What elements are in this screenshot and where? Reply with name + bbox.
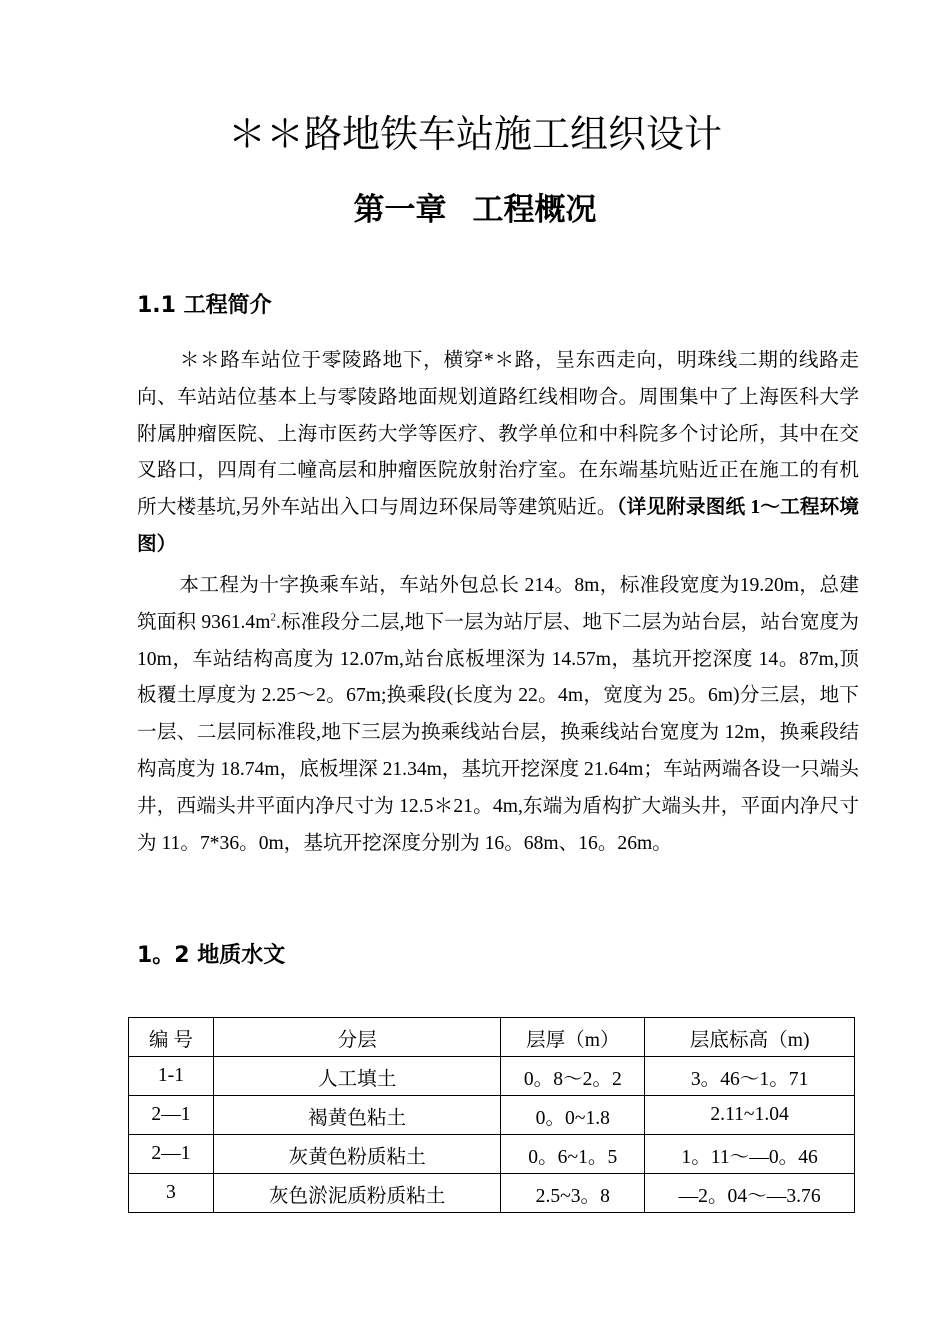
- table-cell: 褐黄色粘土: [213, 1096, 501, 1135]
- table-cell: 0。8～2。2: [501, 1057, 645, 1096]
- chapter-heading: [0, 188, 950, 232]
- table-cell: 0。0~1.8: [501, 1096, 645, 1135]
- chapter-name: 工程概况: [472, 192, 597, 228]
- table-row: [129, 1057, 855, 1096]
- chapter-label: 第一章: [353, 192, 447, 228]
- table-cell: —2。04～—3.76: [645, 1174, 855, 1213]
- section-heading-1-1: 1.1 工程简介: [137, 293, 272, 318]
- table-cell: 2—1: [129, 1135, 214, 1174]
- section-heading-1-2: 1。2 地质水文: [137, 943, 286, 968]
- table-row: [129, 1096, 855, 1135]
- table-cell: 1。11～—0。46: [645, 1135, 855, 1174]
- table-cell: 2—1: [129, 1096, 214, 1135]
- table-header-cell: 层厚（m）: [501, 1018, 645, 1057]
- geology-table: [128, 1017, 855, 1213]
- paragraph-project-intro: [137, 343, 859, 564]
- table-cell: 2.5~3。8: [501, 1174, 645, 1213]
- area-unit-superscript: 2: [270, 611, 276, 624]
- paragraph-project-scale-text-b: .标准段分二层,地下一层为站厅层、地下二层为站台层，站台宽度为 10m，车站结构高度为 12.07m,站台底板埋深为 14.57m，基坑开挖深度 14。87m,顶板覆土厚度为 2.25～2。67m;换乘段(长度为 22。4m，宽度为 25。6m)分三层，地下一层、二层同标准段,地下三层为换乘线站台层，换乘线站台宽度为 12m，换乘段结构高度为 18.74m，底板埋深 21.34m，基坑开挖深度 21.64m；车站两端各设一只端头井，西端头井平面内净尺寸为 12.5＊21。4m,东端为盾构扩大端头井，平面内净尺寸为 11。7*36。0m，基坑开挖深度分别为 16。68m、16。26m。: [137, 611, 860, 854]
- table-cell: 3: [129, 1174, 214, 1213]
- table-cell: 3。46～1。71: [645, 1057, 855, 1096]
- table-header-cell: 编 号: [129, 1018, 214, 1057]
- table-header-row: [129, 1018, 855, 1057]
- document-title: ＊＊路地铁车站施工组织设计: [227, 112, 722, 156]
- table-cell: 0。6~1。5: [501, 1135, 645, 1174]
- appendix-reference: （详见附录图纸 1～工程环境图）: [137, 497, 859, 555]
- table-cell: 2.11~1.04: [645, 1096, 855, 1135]
- table-cell: 灰黄色粉质粘土: [213, 1135, 501, 1174]
- paragraph-project-scale: [137, 568, 859, 862]
- paragraph-project-intro-text: ＊＊路车站位于零陵路地下，横穿*＊路，呈东西走向，明珠线二期的线路走向、车站站位基本上与零陵路地面规划道路红线相吻合。周围集中了上海医科大学附属肿瘤医院、上海市医药大学等医疗、教学单位和中科院多个讨论所，其中在交叉路口，四周有二幢高层和肿瘤医院放射治疗室。在东端基坑贴近正在施工的有机所大楼基坑,另外车站出入口与周边环保局等建筑贴近。: [137, 350, 859, 519]
- table-row: [129, 1174, 855, 1213]
- paragraph-project-scale-text-a: 本工程为十字换乘车站，车站外包总长 214。8m，标准段宽度为19.20m，总建筑面积 9361.4m: [137, 575, 859, 633]
- table-header-cell: 层底标高（m): [645, 1018, 855, 1057]
- table-cell: 人工填土: [213, 1057, 501, 1096]
- table-header-cell: 分层: [213, 1018, 501, 1057]
- table-cell: 灰色淤泥质粉质粘土: [213, 1174, 501, 1213]
- table-cell: 1-1: [129, 1057, 214, 1096]
- table-row: [129, 1135, 855, 1174]
